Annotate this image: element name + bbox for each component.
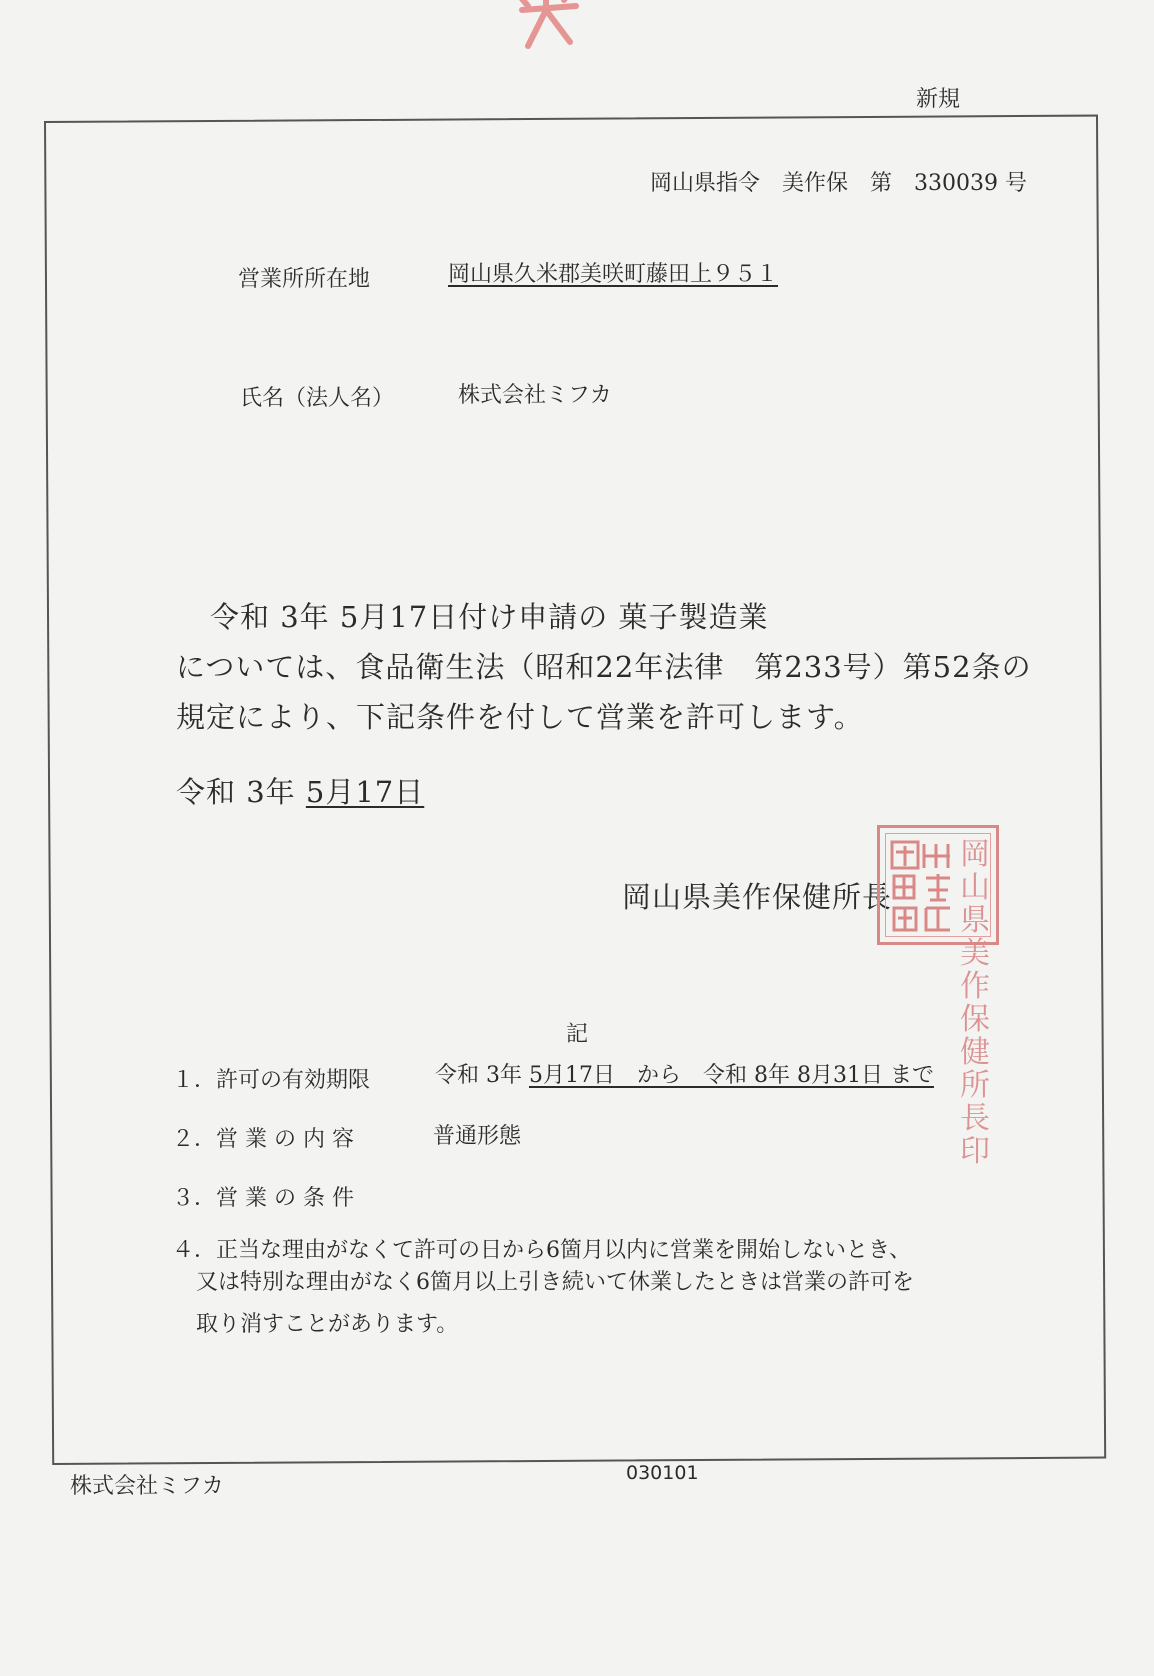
condition-1-value (435, 1058, 934, 1089)
directive-number: 岡山県指令 美作保 第 330039 号 (650, 171, 1027, 196)
condition-3-label: ３．営 業 の 条 件 (172, 1186, 354, 1211)
business-type: 菓子製造業 (618, 600, 769, 634)
issuer-title: 岡山県美作保健所長 (622, 880, 893, 914)
issue-date-value: 5月17日 (305, 775, 425, 809)
condition-4-line-1: ４．正当な理由がなくて許可の日から6箇月以内に営業を開始しないとき、 (172, 1238, 912, 1263)
condition-1-value-period: 5月17日 から 令和 8年 8月31日 まで (528, 1063, 934, 1088)
condition-4-line-3: 取り消すことがあります。 (196, 1312, 459, 1337)
condition-4-line-2: 又は特別な理由がなく6箇月以上引き続いて休業したときは営業の許可を (196, 1270, 914, 1295)
seal-characters-icon (888, 838, 958, 936)
stamp-glyph-icon (498, 0, 588, 54)
condition-2-value: 普通形態 (433, 1124, 522, 1149)
condition-1-value-prefix: 令和 3年 (435, 1063, 529, 1088)
body-line-1 (210, 595, 768, 636)
address-label: 営業所所在地 (238, 267, 371, 292)
issue-date-prefix: 令和 3年 (176, 775, 306, 809)
body-line-1-prefix: 令和 3年 5月17日付け申請の (210, 600, 619, 634)
name-label: 氏名（法人名） (240, 386, 395, 411)
footer-company: 株式会社ミフカ (70, 1474, 224, 1499)
official-seal-text: 岡山県美作保健所長印 (960, 837, 990, 1169)
body-line-3: 規定により、下記条件を付して営業を許可します。 (176, 700, 864, 734)
name-value: 株式会社ミフカ (458, 383, 612, 408)
address-value: 岡山県久米郡美咲町藤田上９５１ (448, 262, 779, 287)
footer-code: 030101 (626, 1462, 699, 1484)
official-seal (877, 825, 999, 1169)
body-line-2: については、食品衛生法（昭和22年法律 第233号）第52条の (176, 650, 1032, 684)
condition-2-label: ２．営 業 の 内 容 (172, 1127, 354, 1152)
issue-date (176, 770, 424, 811)
new-status-label: 新規 (916, 87, 961, 112)
condition-1-label: １．許可の有効期限 (172, 1068, 371, 1093)
conditions-heading: 記 (566, 1022, 589, 1047)
top-stamp-mark (498, 0, 588, 54)
